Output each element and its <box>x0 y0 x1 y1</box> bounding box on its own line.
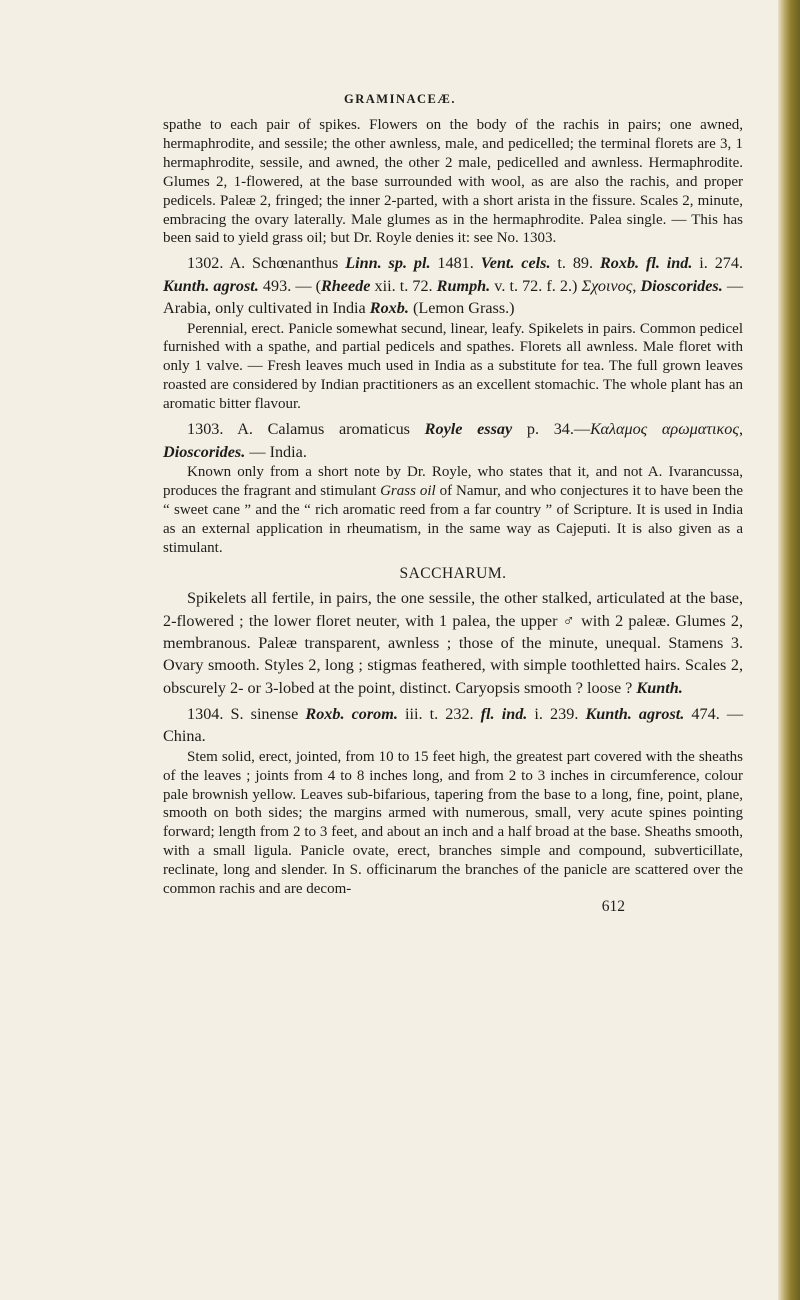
page-number: 612 <box>601 897 625 915</box>
species-entry-1304: 1304. S. sinense Roxb. corom. iii. t. 232. fl. ind. i. 239. Kunth. agrost. 474. — China. <box>163 704 744 746</box>
running-title: GRAMINACEÆ. <box>344 92 456 106</box>
description-1302: Perennial, erect. Panicle somewhat secund, linear, leafy. Spikelets in pairs. Common pedicel furnished with a spathe, and partial pedicels and spathes. Florets all awnless. Male floret with only 1 valve. — Fresh leaves much used in India as a substitute for tea. The full grown leaves roasted are considered by Indian practitioners as an excellent stomachic. The whole plant has an aromatic bitter flavour. <box>163 320 743 413</box>
page-body <box>163 116 743 915</box>
species-entry-1302: 1302. A. Schœnanthus Linn. sp. pl. 1481. Vent. cels. t. 89. Roxb. fl. ind. i. 274. Kunth. agrost. 493. — (Rheede xii. t. 72. Rumph. v. t. 72. f. 2.) Σχοινος, Dioscorides. — Arabia, only cultivated in India Roxb. (Lemon Grass.) <box>163 254 744 318</box>
description-1303: Known only from a short note by Dr. Royle, who states that it, and not A. Ivarancussa, produces the fragrant and stimulant Grass oil of Namur, and who conjectures it to have been the “ sweet cane ” and the “ rich aromatic reed from a far country ” of Scripture. It is used in India as an external application in rheumatism, in the same way as Cajeputi. It is also given as a stimulant. <box>163 463 743 556</box>
genus-heading: SACCHARUM. <box>399 565 507 583</box>
genus-character: Spikelets all fertile, in pairs, the one sessile, the other stalked, articulated at the base, 2-flowered ; the lower floret neuter, with 1 palea, the upper ♂ with 2 paleæ. Glumes 2, membranous. Paleæ transparent, awnless ; those of the minute, unequal. Stamens 3. Ovary smooth. Styles 2, long ; stigmas feathered, with simple toothletted hairs. Scales 2, obscurely 2- or 3-lobed at the point, distinct. Caryopsis smooth ? loose ? Kunth. <box>163 589 743 697</box>
continued-paragraph: spathe to each pair of spikes. Flowers on the body of the rachis in pairs; one awned, hermaphrodite, and sessile; the other awnless, male, and pedicelled; the terminal florets are 3, 1 hermaphrodite, sessile, and awned, the other 2 male, pedicelled and awnless. Hermaphrodite. Glumes 2, 1-flowered, at the base surrounded with wool, as are also the rachis, and proper pedicels. Paleæ 2, fringed; the inner 2-parted, with a short arista in the fissure. Scales 2, minute, embracing the ovary laterally. Male glumes as in the hermaphrodite. Palea single. — This has been said to yield grass oil; but Dr. Royle denies it: see No. 1303. <box>163 117 743 247</box>
description-1304: Stem solid, erect, jointed, from 10 to 15 feet high, the greatest part covered with the sheaths of the leaves ; joints from 4 to 8 inches long, and from 2 to 3 inches in circumference, colour pale brownish yellow. Leaves sub-bifarious, tapering from the base to a long, fine, point, plane, smooth on both sides; the margins armed with numerous, small, very acute spines pointing forward; length from 2 to 3 feet, and about an inch and a half broad at the base. Sheaths smooth, with a small ligula. Panicle ovate, erect, branches simple and compound, subverticillate, reclinate, long and slender. In S. officinarum the branches of the panicle are scattered over the common rachis and are decom- <box>163 748 743 898</box>
page-edge-shadow <box>778 0 800 1300</box>
species-entry-1303: 1303. A. Calamus aromaticus Royle essay p. 34.—Καλαμος αρωματικος, Dioscorides. — India. <box>163 420 744 461</box>
